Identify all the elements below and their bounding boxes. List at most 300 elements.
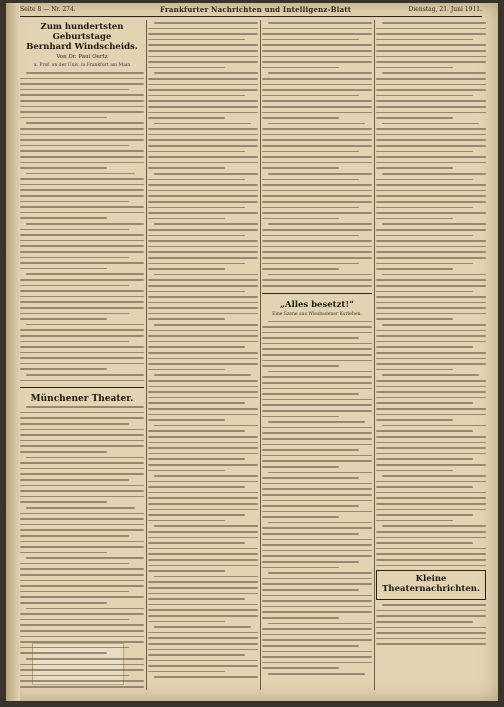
text-line bbox=[20, 268, 107, 270]
text-line bbox=[382, 525, 486, 527]
text-line bbox=[148, 263, 245, 265]
text-line bbox=[20, 596, 144, 598]
text-line bbox=[20, 473, 144, 475]
text-line bbox=[20, 417, 144, 419]
article-headline bbox=[20, 22, 144, 52]
text-line bbox=[262, 399, 372, 401]
text-line bbox=[148, 352, 258, 354]
text-line bbox=[382, 274, 486, 276]
text-line bbox=[20, 680, 144, 682]
text-line bbox=[376, 481, 486, 483]
text-line bbox=[20, 630, 144, 632]
text-line bbox=[376, 117, 453, 119]
text-line bbox=[20, 217, 107, 219]
text-line bbox=[20, 468, 144, 470]
text-line bbox=[148, 162, 258, 164]
article-body-text bbox=[20, 72, 144, 381]
text-line bbox=[148, 621, 225, 623]
text-line bbox=[376, 296, 486, 298]
text-line bbox=[148, 179, 245, 181]
text-line bbox=[376, 497, 486, 499]
text-line bbox=[268, 72, 372, 74]
article-subheadline: Eine Szene aus Wiesbadener Kurleben. bbox=[272, 311, 362, 317]
text-line bbox=[20, 380, 144, 382]
text-line bbox=[376, 397, 486, 399]
byline: Von Dr. Paul Oertz bbox=[56, 54, 108, 60]
text-line bbox=[20, 329, 144, 331]
text-line bbox=[376, 542, 473, 544]
article-body-text bbox=[376, 604, 486, 645]
text-line bbox=[148, 537, 258, 539]
text-line bbox=[154, 22, 258, 24]
text-line bbox=[148, 279, 258, 281]
text-line bbox=[262, 477, 359, 479]
text-line bbox=[262, 50, 372, 52]
text-line bbox=[376, 458, 473, 460]
text-line bbox=[376, 84, 486, 86]
text-line bbox=[154, 173, 258, 175]
text-line bbox=[20, 100, 144, 102]
text-line bbox=[148, 134, 258, 136]
text-line bbox=[262, 190, 372, 192]
text-line bbox=[262, 516, 339, 518]
text-line bbox=[262, 201, 372, 203]
text-line bbox=[20, 106, 144, 108]
page-header bbox=[20, 4, 482, 17]
text-line bbox=[20, 145, 129, 147]
text-line bbox=[262, 544, 372, 546]
text-line bbox=[148, 156, 258, 158]
article-body-text bbox=[262, 321, 372, 675]
text-line bbox=[20, 686, 144, 688]
notice-box bbox=[376, 570, 486, 600]
text-line bbox=[26, 557, 144, 559]
text-line bbox=[268, 472, 372, 474]
text-line bbox=[148, 100, 258, 102]
text-line bbox=[148, 380, 258, 382]
text-line bbox=[376, 318, 453, 320]
text-line bbox=[268, 421, 365, 423]
text-line bbox=[148, 201, 258, 203]
text-line bbox=[262, 139, 372, 141]
text-line bbox=[376, 207, 473, 209]
text-line bbox=[148, 408, 258, 410]
text-line bbox=[382, 22, 486, 24]
text-line bbox=[262, 167, 339, 169]
text-line bbox=[154, 223, 258, 225]
text-line bbox=[262, 28, 372, 30]
text-line bbox=[268, 321, 372, 323]
text-line bbox=[20, 490, 144, 492]
text-line bbox=[376, 229, 486, 231]
text-line bbox=[148, 318, 225, 320]
text-line bbox=[376, 492, 486, 494]
text-line bbox=[376, 162, 486, 164]
text-line bbox=[20, 111, 144, 113]
text-line bbox=[262, 416, 339, 418]
text-line bbox=[262, 628, 372, 630]
text-line bbox=[148, 442, 258, 444]
text-line bbox=[262, 151, 359, 153]
text-line bbox=[376, 246, 486, 248]
text-line bbox=[268, 173, 372, 175]
text-line bbox=[262, 134, 372, 136]
text-line bbox=[262, 106, 372, 108]
text-line bbox=[148, 470, 225, 472]
text-line bbox=[20, 423, 129, 425]
column-4 bbox=[376, 22, 486, 690]
text-line bbox=[262, 617, 339, 619]
text-line bbox=[20, 440, 144, 442]
text-line bbox=[262, 348, 372, 350]
text-line bbox=[148, 464, 258, 466]
text-line bbox=[20, 139, 144, 141]
text-line bbox=[376, 430, 473, 432]
text-line bbox=[20, 445, 144, 447]
text-line bbox=[262, 343, 372, 345]
text-line bbox=[262, 268, 339, 270]
text-line bbox=[148, 61, 258, 63]
text-line bbox=[376, 553, 486, 555]
text-line bbox=[148, 660, 258, 662]
text-line bbox=[26, 658, 144, 660]
text-line bbox=[262, 667, 339, 669]
text-line bbox=[148, 492, 258, 494]
text-line bbox=[262, 600, 372, 602]
text-line bbox=[262, 112, 372, 114]
text-line bbox=[148, 291, 245, 293]
text-line bbox=[148, 604, 258, 606]
text-line bbox=[262, 95, 359, 97]
text-line bbox=[20, 341, 129, 343]
text-line bbox=[376, 419, 453, 421]
text-line bbox=[148, 414, 258, 416]
text-line bbox=[20, 636, 144, 638]
text-line bbox=[20, 580, 144, 582]
text-line bbox=[376, 257, 486, 259]
text-line bbox=[268, 623, 372, 625]
article-headline: „Alles besetzt!“ bbox=[280, 299, 354, 310]
text-line bbox=[262, 404, 372, 406]
text-line bbox=[376, 302, 486, 304]
text-line bbox=[262, 382, 372, 384]
text-line bbox=[148, 386, 258, 388]
text-line bbox=[262, 611, 372, 613]
text-line bbox=[20, 94, 144, 96]
text-line bbox=[262, 145, 372, 147]
text-line bbox=[262, 656, 372, 658]
text-line bbox=[20, 552, 107, 554]
text-line bbox=[376, 251, 486, 253]
text-line bbox=[376, 610, 486, 612]
text-line bbox=[20, 150, 144, 152]
text-line bbox=[382, 223, 486, 225]
text-line bbox=[382, 324, 486, 326]
text-line bbox=[26, 72, 144, 74]
text-line bbox=[376, 341, 486, 343]
text-line bbox=[262, 539, 372, 541]
text-line bbox=[26, 608, 144, 610]
text-line bbox=[262, 89, 372, 91]
issue-date: Dienstag, 21. Juni 1911. bbox=[408, 6, 482, 13]
text-line bbox=[26, 273, 144, 275]
text-line bbox=[262, 455, 372, 457]
text-line bbox=[376, 56, 486, 58]
column-divider bbox=[146, 20, 147, 690]
text-line bbox=[148, 363, 258, 365]
text-line bbox=[26, 457, 144, 459]
text-line bbox=[262, 33, 372, 35]
text-line bbox=[376, 128, 486, 130]
text-line bbox=[262, 555, 372, 557]
text-line bbox=[376, 28, 486, 30]
text-line bbox=[376, 335, 486, 337]
text-line bbox=[376, 179, 473, 181]
text-line bbox=[148, 402, 245, 404]
text-line bbox=[20, 78, 144, 80]
text-line bbox=[20, 602, 107, 604]
text-line bbox=[20, 201, 129, 203]
text-line bbox=[376, 285, 486, 287]
text-line bbox=[148, 632, 258, 634]
article-body-text bbox=[20, 406, 144, 690]
text-line bbox=[148, 598, 245, 600]
text-line bbox=[376, 190, 486, 192]
text-line bbox=[148, 570, 225, 572]
text-line bbox=[262, 285, 372, 287]
text-line bbox=[148, 665, 258, 667]
text-line bbox=[20, 613, 144, 615]
text-line bbox=[376, 218, 453, 220]
text-line bbox=[20, 535, 129, 537]
text-line bbox=[262, 212, 372, 214]
text-line bbox=[262, 179, 359, 181]
text-line bbox=[262, 246, 372, 248]
text-line bbox=[262, 100, 372, 102]
text-line bbox=[262, 279, 372, 281]
text-line bbox=[262, 128, 372, 130]
text-line bbox=[148, 229, 258, 231]
text-line bbox=[382, 425, 486, 427]
text-line bbox=[262, 494, 372, 496]
text-line bbox=[20, 262, 144, 264]
text-line bbox=[376, 44, 486, 46]
text-line bbox=[148, 341, 258, 343]
text-line bbox=[148, 207, 245, 209]
text-line bbox=[20, 162, 144, 164]
text-line bbox=[20, 117, 107, 119]
text-line bbox=[376, 380, 486, 382]
text-line bbox=[148, 503, 258, 505]
text-line bbox=[376, 78, 486, 80]
text-line bbox=[262, 567, 339, 569]
text-line bbox=[376, 184, 486, 186]
text-line bbox=[148, 212, 258, 214]
text-line bbox=[148, 358, 258, 360]
text-line bbox=[148, 151, 245, 153]
text-line bbox=[20, 518, 144, 520]
text-line bbox=[262, 634, 372, 636]
text-line bbox=[20, 546, 144, 548]
text-line bbox=[20, 563, 129, 565]
text-line bbox=[148, 397, 258, 399]
text-line bbox=[262, 606, 372, 608]
text-line bbox=[376, 627, 486, 629]
text-line bbox=[20, 462, 144, 464]
headline-line-2: Bernhard Windscheids. bbox=[26, 42, 138, 52]
dateline: a. Prof. an der Univ. in Frankfurt am Main bbox=[33, 63, 131, 68]
text-line bbox=[148, 520, 225, 522]
text-line bbox=[148, 671, 225, 673]
text-line bbox=[262, 235, 359, 237]
text-line bbox=[376, 313, 486, 315]
text-line bbox=[262, 550, 372, 552]
text-line bbox=[376, 33, 486, 35]
text-line bbox=[262, 645, 359, 647]
text-line bbox=[20, 307, 144, 309]
text-line bbox=[262, 218, 339, 220]
text-line bbox=[262, 589, 359, 591]
text-line bbox=[376, 61, 486, 63]
text-line bbox=[148, 615, 258, 617]
text-line bbox=[20, 624, 144, 626]
text-line bbox=[148, 509, 258, 511]
text-line bbox=[376, 453, 486, 455]
text-line bbox=[20, 318, 107, 320]
text-line bbox=[376, 195, 486, 197]
text-line bbox=[26, 374, 144, 376]
text-line bbox=[148, 587, 258, 589]
text-line bbox=[148, 235, 245, 237]
text-line bbox=[148, 251, 258, 253]
text-line bbox=[154, 525, 258, 527]
text-line bbox=[154, 425, 258, 427]
page-spine bbox=[6, 3, 20, 701]
text-line bbox=[376, 358, 486, 360]
text-line bbox=[376, 638, 486, 640]
text-line bbox=[376, 408, 486, 410]
text-line bbox=[376, 291, 473, 293]
masthead-title: Frankfurter Nachrichten und Intelligenz-Blatt bbox=[160, 5, 352, 14]
text-line bbox=[376, 240, 486, 242]
text-line bbox=[376, 514, 473, 516]
text-line bbox=[20, 346, 144, 348]
text-line bbox=[148, 313, 258, 315]
text-line bbox=[262, 561, 359, 563]
article-headline: Münchener Theater. bbox=[30, 394, 134, 405]
text-line bbox=[376, 531, 486, 533]
text-line bbox=[148, 184, 258, 186]
text-line bbox=[376, 95, 473, 97]
text-line bbox=[148, 50, 258, 52]
text-line bbox=[20, 290, 144, 292]
text-line bbox=[262, 337, 359, 339]
text-line bbox=[262, 511, 372, 513]
text-line bbox=[376, 100, 486, 102]
text-line bbox=[376, 167, 453, 169]
text-line bbox=[382, 123, 479, 125]
text-line bbox=[148, 95, 245, 97]
text-line bbox=[262, 263, 359, 265]
text-line bbox=[376, 643, 486, 645]
text-line bbox=[268, 673, 365, 675]
text-line bbox=[268, 22, 372, 24]
text-line bbox=[262, 460, 372, 462]
text-line bbox=[20, 529, 144, 531]
text-line bbox=[382, 173, 486, 175]
text-line bbox=[20, 574, 144, 576]
text-line bbox=[148, 436, 258, 438]
text-line bbox=[376, 268, 453, 270]
text-line bbox=[148, 285, 258, 287]
column-3 bbox=[262, 22, 372, 690]
text-line bbox=[376, 442, 486, 444]
text-line bbox=[262, 651, 372, 653]
text-line bbox=[376, 352, 486, 354]
text-line bbox=[154, 626, 251, 628]
text-line bbox=[262, 184, 372, 186]
text-line bbox=[148, 531, 258, 533]
text-line bbox=[262, 207, 359, 209]
text-line bbox=[20, 652, 107, 654]
column-2 bbox=[148, 22, 258, 690]
text-line bbox=[20, 234, 144, 236]
text-line bbox=[262, 376, 372, 378]
text-line bbox=[26, 173, 135, 175]
text-line bbox=[376, 447, 486, 449]
text-line bbox=[154, 274, 258, 276]
text-line bbox=[20, 669, 144, 671]
text-line bbox=[148, 39, 245, 41]
text-line bbox=[20, 541, 144, 543]
text-line bbox=[262, 438, 372, 440]
text-line bbox=[20, 313, 129, 315]
text-line bbox=[268, 123, 365, 125]
text-line bbox=[20, 363, 144, 365]
text-line bbox=[148, 335, 258, 337]
text-line bbox=[20, 568, 144, 570]
text-line bbox=[262, 583, 372, 585]
text-line bbox=[268, 572, 372, 574]
text-line bbox=[26, 122, 144, 124]
text-line bbox=[20, 591, 129, 593]
text-line bbox=[20, 664, 144, 666]
article-body-text bbox=[148, 22, 258, 678]
text-line bbox=[26, 507, 135, 509]
text-line bbox=[376, 559, 486, 561]
text-line bbox=[20, 156, 144, 158]
text-line bbox=[20, 412, 144, 414]
text-line bbox=[20, 429, 144, 431]
text-line bbox=[376, 346, 473, 348]
text-line bbox=[20, 619, 129, 621]
text-line bbox=[20, 357, 144, 359]
text-line bbox=[20, 212, 144, 214]
text-line bbox=[148, 581, 258, 583]
text-line bbox=[262, 326, 372, 328]
text-line bbox=[20, 335, 144, 337]
text-line bbox=[268, 223, 372, 225]
text-line bbox=[148, 330, 258, 332]
text-line bbox=[20, 83, 144, 85]
text-line bbox=[148, 240, 258, 242]
text-line bbox=[20, 257, 129, 259]
text-line bbox=[262, 67, 339, 69]
text-line bbox=[376, 39, 473, 41]
text-line bbox=[148, 268, 225, 270]
text-line bbox=[20, 206, 144, 208]
text-line bbox=[20, 229, 129, 231]
